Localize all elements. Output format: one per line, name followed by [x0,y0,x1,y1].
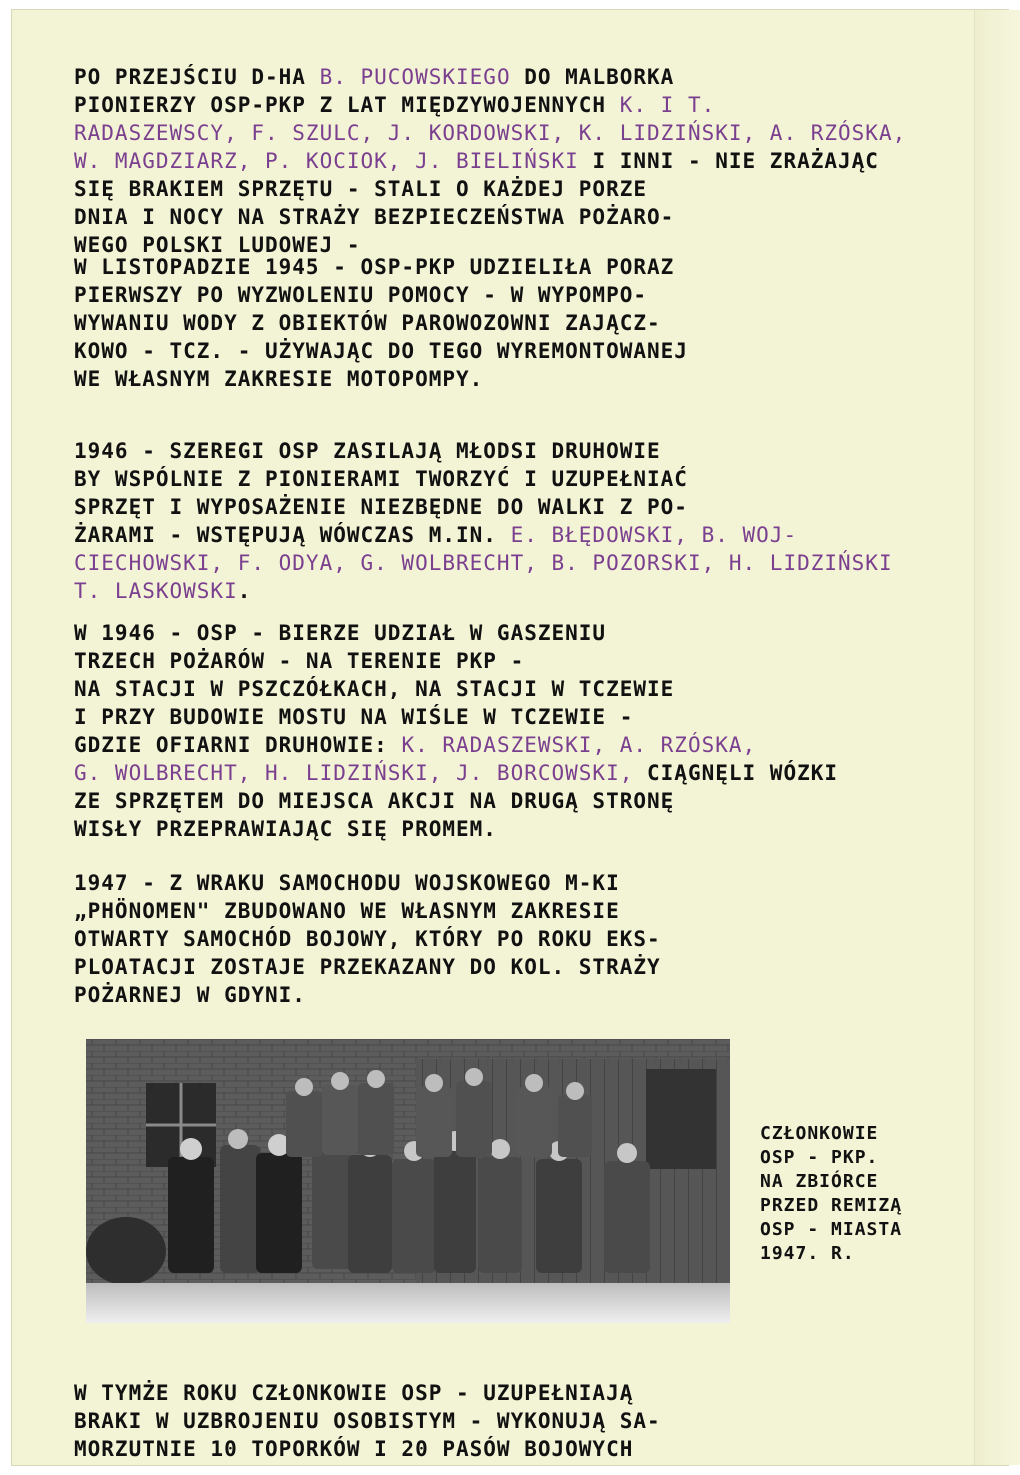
body-text: SPRZĘT I WYPOSAŻENIE NIEZBĘDNE DO WALKI Z PO- [74,495,688,519]
page-fold [974,10,1020,1465]
caption-line: OSP - PKP. [760,1147,879,1168]
para6-line: W TYMŻE ROKU CZŁONKOWIE OSP - UZUPEŁNIAJĄ [74,1381,634,1405]
para1-line [74,148,879,174]
para1-line [74,92,715,118]
body-text: DNIA I NOCY NA STRAŻY BEZPIECZEŃSTWA POŻARO- [74,205,675,229]
para2-line: KOWO - TCZ. - UŻYWAJĄC DO TEGO WYREMONTOWANEJ [74,339,688,363]
para5-line: POŻARNEJ W GDYNI. [74,983,306,1007]
para3-line [74,494,688,520]
para4-line [74,788,674,814]
body-text: I INNI - NIE ZRAŻAJĄC [578,149,879,173]
para4-line [74,676,674,702]
para5-line: 1947 - Z WRAKU SAMOCHODU WOJSKOWEGO M-KI [74,871,620,895]
names-text: K. I T. [619,93,716,117]
para4-line [74,620,606,646]
names-text: G. WOLBRECHT, H. LIDZIŃSKI, J. BORCOWSKI, [74,761,634,785]
para2-line: WE WŁASNYM ZAKRESIE MOTOPOMPY. [74,367,484,391]
caption-line: NA ZBIÓRCE [760,1171,879,1192]
body-text: W 1946 - OSP - BIERZE UDZIAŁ W GASZENIU [74,621,607,645]
body-text: BY WSPÓLNIE Z PIONIERAMI TWORZYĆ I UZUPEŁNIAĆ [74,467,688,491]
caption-line: PRZED REMIZĄ [760,1195,903,1216]
para1-line [74,120,906,146]
body-text: TRZECH POŻARÓW - NA TERENIE PKP - [74,649,525,673]
body-text: GDZIE OFIARNI DRUHOWIE: [74,733,402,757]
para6-line: BRAKI W UZBROJENIU OSOBISTYM - WYKONUJĄ SA- [74,1409,661,1433]
names-text: W. MAGDZIARZ, P. KOCIOK, J. BIELIŃSKI [74,149,579,173]
photo-caption [760,1122,902,1266]
para3-line [74,522,797,548]
para4-line [74,760,838,786]
body-text: WISŁY PRZEPRAWIAJĄC SIĘ PROMEM. [74,817,497,841]
para2-line: W LISTOPADZIE 1945 - OSP-PKP UDZIELIŁA PORAZ [74,255,675,279]
body-text: CIĄGNĘLI WÓZKI [633,761,839,785]
caption-line: 1947. R. [760,1243,855,1264]
body-text: PIONIERZY OSP-PKP Z LAT MIĘDZYWOJENNYCH [74,93,620,117]
para2-line: WYWANIU WODY Z OBIEKTÓW PAROWOZOWNI ZAJĄCZ- [74,311,661,335]
body-text: I PRZY BUDOWIE MOSTU NA WIŚLE W TCZEWIE - [74,705,634,729]
para3-line [74,550,893,576]
para4-line [74,816,497,842]
para4-line [74,648,524,674]
para5-line: „PHÖNOMEN" ZBUDOWANO WE WŁASNYM ZAKRESIE [74,899,620,923]
caption-line: OSP - MIASTA [760,1219,903,1240]
para3-line [74,438,661,464]
para3-line [74,466,688,492]
para5-line: PLOATACJI ZOSTAJE PRZEKAZANY DO KOL. STRAŻY [74,955,661,979]
body-text: 1946 - SZEREGI OSP ZASILAJĄ MŁODSI DRUHOWIE [74,439,661,463]
body-text: WEGO POLSKI LUDOWEJ - [74,233,361,257]
body-text: DO MALBORKA [510,65,675,89]
names-text: T. LASKOWSKI [74,579,238,603]
names-text: B. PUCOWSKIEGO [319,65,511,89]
para1-line [74,64,674,90]
para2-line: PIERWSZY PO WYZWOLENIU POMOCY - W WYPOMPO- [74,283,648,307]
names-text: E. BŁĘDOWSKI, B. WOJ- [510,523,798,547]
body-text: ŻARAMI - WSTĘPUJĄ WÓWCZAS M.IN. [74,523,511,547]
para4-line [74,704,633,730]
body-text: ZE SPRZĘTEM DO MIEJSCA AKCJI NA DRUGĄ STRONĘ [74,789,675,813]
scrapbook-page [12,10,1008,1465]
names-text: RADASZEWSCY, F. SZULC, J. KORDOWSKI, K. LIDZIŃSKI, A. RZÓSKA, [74,121,907,145]
names-text: CIECHOWSKI, F. ODYA, G. WOLBRECHT, B. POZORSKI, H. LIDZIŃSKI [74,551,893,575]
group-photo-image [86,1039,730,1323]
body-text: . [237,579,252,603]
body-text: SIĘ BRAKIEM SPRZĘTU - STALI O KAŻDEJ PORZE [74,177,648,201]
group-photo [86,1039,730,1323]
body-text: NA STACJI W PSZCZÓŁKACH, NA STACJI W TCZEWIE [74,677,675,701]
names-text: K. RADASZEWSKI, A. RZÓSKA, [401,733,757,757]
para1-line [74,176,647,202]
para5-line: OTWARTY SAMOCHÓD BOJOWY, KTÓRY PO ROKU EKS- [74,927,661,951]
para6-line: MORZUTNIE 10 TOPORKÓW I 20 PASÓW BOJOWYCH [74,1437,634,1461]
body-text: PO PRZEJŚCIU D-HA [74,65,320,89]
para3-line [74,578,251,604]
para4-line [74,732,756,758]
para1-line [74,204,674,230]
caption-line: CZŁONKOWIE [760,1123,879,1144]
